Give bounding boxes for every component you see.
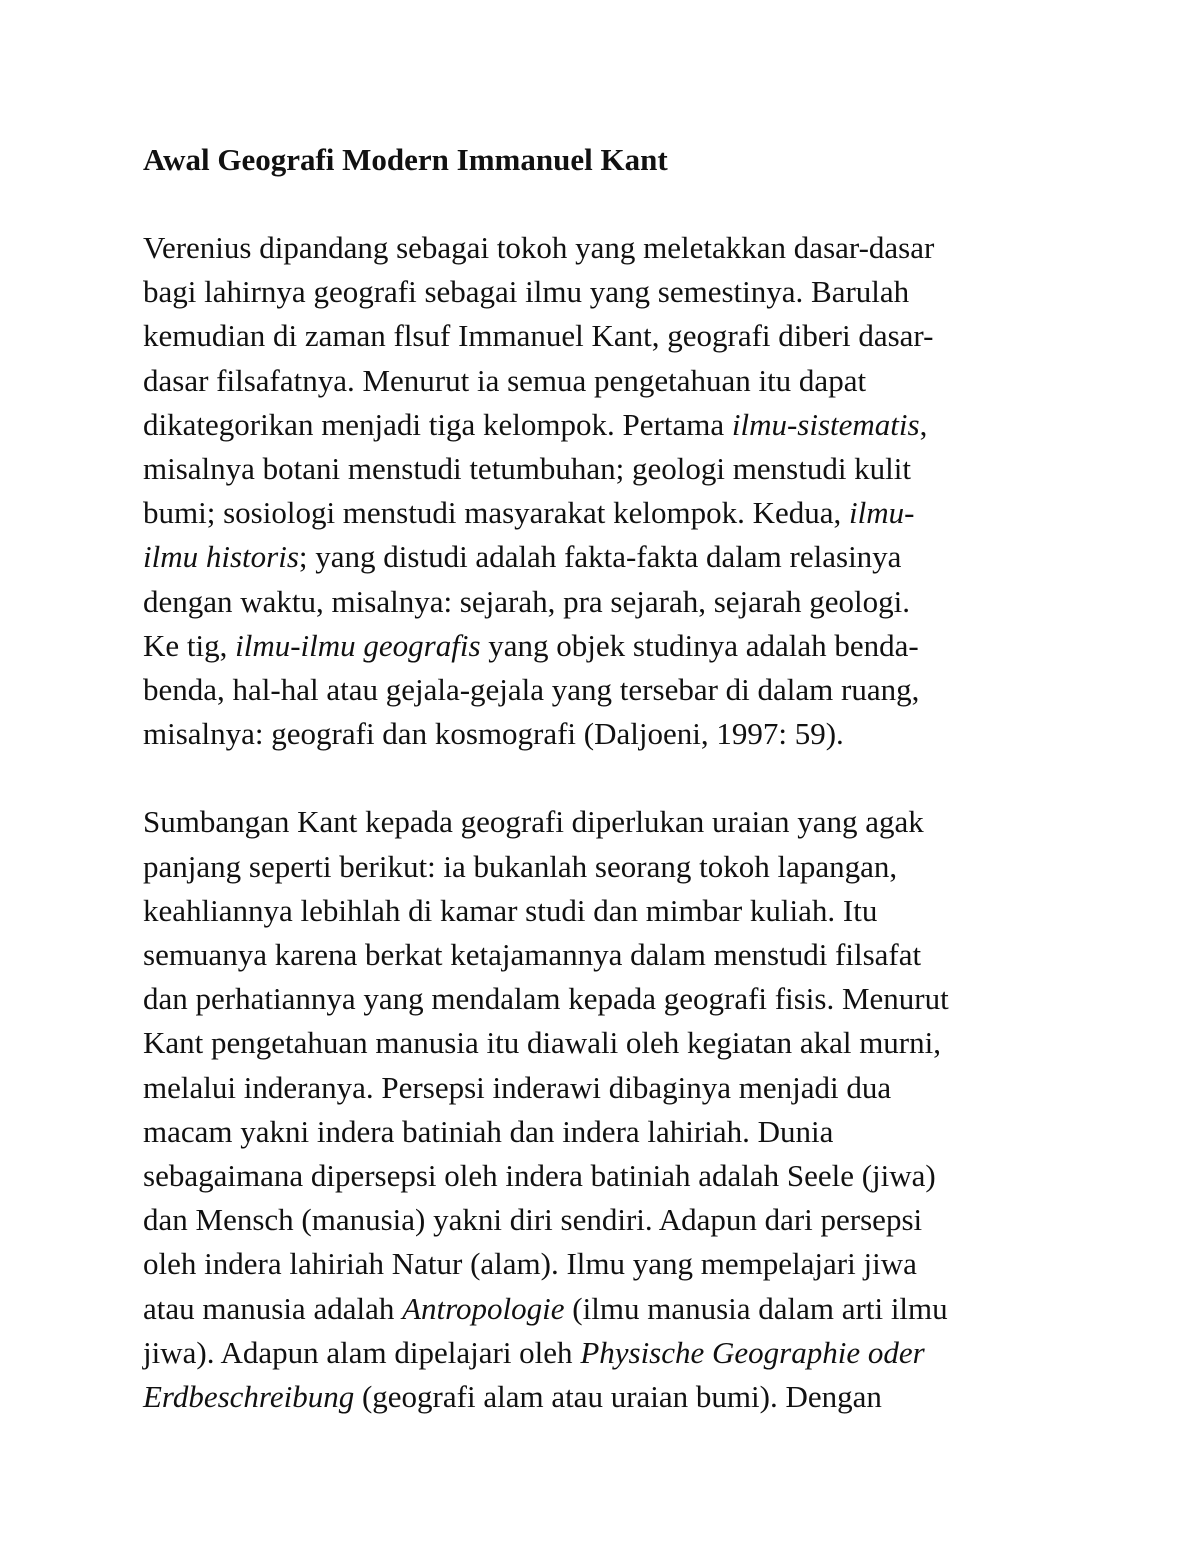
text-line: Kant pengetahuan manusia itu diawali oleh kegiatan akal murni, — [143, 1025, 941, 1061]
text-line: kemudian di zaman flsuf Immanuel Kant, geografi diberi dasar- — [143, 318, 934, 354]
text-line — [143, 535, 1063, 579]
italic-term: Antropologie — [402, 1290, 565, 1326]
italic-term: Erdbeschreibung — [143, 1379, 355, 1415]
spacer — [143, 182, 1063, 226]
text-line: dasar filsafatnya. Menurut ia semua pengetahuan itu dapat — [143, 362, 867, 398]
text-segment: Ke tig, — [143, 627, 236, 663]
text-segment: (ilmu manusia dalam arti ilmu — [564, 1290, 948, 1326]
text-segment: atau manusia adalah — [143, 1290, 403, 1326]
text-line — [143, 1375, 1063, 1419]
paragraph-1 — [143, 226, 1063, 756]
text-segment: bumi; sosiologi menstudi masyarakat kelompok. Kedua, — [143, 495, 850, 531]
italic-term: ilmu historis — [143, 539, 299, 575]
text-line — [143, 624, 1063, 668]
italic-term: ilmu- — [849, 495, 915, 531]
text-line: benda, hal-hal atau gejala-gejala yang tersebar di dalam ruang, — [143, 672, 920, 708]
text-line: macam yakni indera batiniah dan indera lahiriah. Dunia — [143, 1113, 834, 1149]
italic-term: ilmu-ilmu geografis — [235, 627, 481, 663]
text-line: keahliannya lebihlah di kamar studi dan mimbar kuliah. Itu — [143, 892, 878, 928]
text-line: Verenius dipandang sebagai tokoh yang meletakkan dasar-dasar — [143, 230, 935, 265]
text-line: sebagaimana dipersepsi oleh indera batiniah adalah Seele (jiwa) — [143, 1158, 936, 1194]
text-line: misalnya botani menstudi tetumbuhan; geologi menstudi kulit — [143, 451, 912, 487]
text-line: panjang seperti berikut: ia bukanlah seorang tokoh lapangan, — [143, 848, 898, 884]
text-segment: , — [919, 406, 928, 442]
text-line: dengan waktu, misalnya: sejarah, pra sejarah, sejarah geologi. — [143, 583, 910, 619]
text-line: melalui inderanya. Persepsi inderawi dibaginya menjadi dua — [143, 1069, 892, 1105]
text-line — [143, 1287, 1063, 1331]
spacer — [143, 756, 1063, 800]
text-line: semuanya karena berkat ketajamannya dalam menstudi filsafat — [143, 937, 922, 973]
text-segment: ; yang distudi adalah fakta-fakta dalam relasinya — [298, 539, 902, 575]
document-content — [143, 138, 1063, 1419]
text-segment: yang objek studinya adalah benda- — [480, 627, 919, 663]
text-line — [143, 1331, 1063, 1375]
text-line: dan perhatiannya yang mendalam kepada geografi fisis. Menurut — [143, 981, 949, 1017]
italic-term: Physische Geographie oder — [580, 1334, 925, 1370]
text-line: bagi lahirnya geografi sebagai ilmu yang semestinya. Barulah — [143, 274, 910, 310]
text-line: misalnya: geografi dan kosmografi (Daljoeni, 1997: 59). — [143, 716, 844, 752]
text-line: oleh indera lahiriah Natur (alam). Ilmu yang mempelajari jiwa — [143, 1246, 917, 1282]
text-segment: (geografi alam atau uraian bumi). Dengan — [354, 1379, 882, 1415]
document-title: Awal Geografi Modern Immanuel Kant — [143, 142, 668, 177]
text-line: Sumbangan Kant kepada geografi diperlukan uraian yang agak — [143, 804, 924, 840]
text-line — [143, 491, 1063, 535]
paragraph-2 — [143, 800, 1063, 1419]
text-line — [143, 403, 1063, 447]
text-line: dan Mensch (manusia) yakni diri sendiri. Adapun dari persepsi — [143, 1202, 923, 1238]
italic-term: ilmu-sistematis — [731, 406, 920, 442]
text-segment: dikategorikan menjadi tiga kelompok. Pertama — [143, 406, 732, 442]
text-segment: jiwa). Adapun alam dipelajari oleh — [143, 1334, 581, 1370]
